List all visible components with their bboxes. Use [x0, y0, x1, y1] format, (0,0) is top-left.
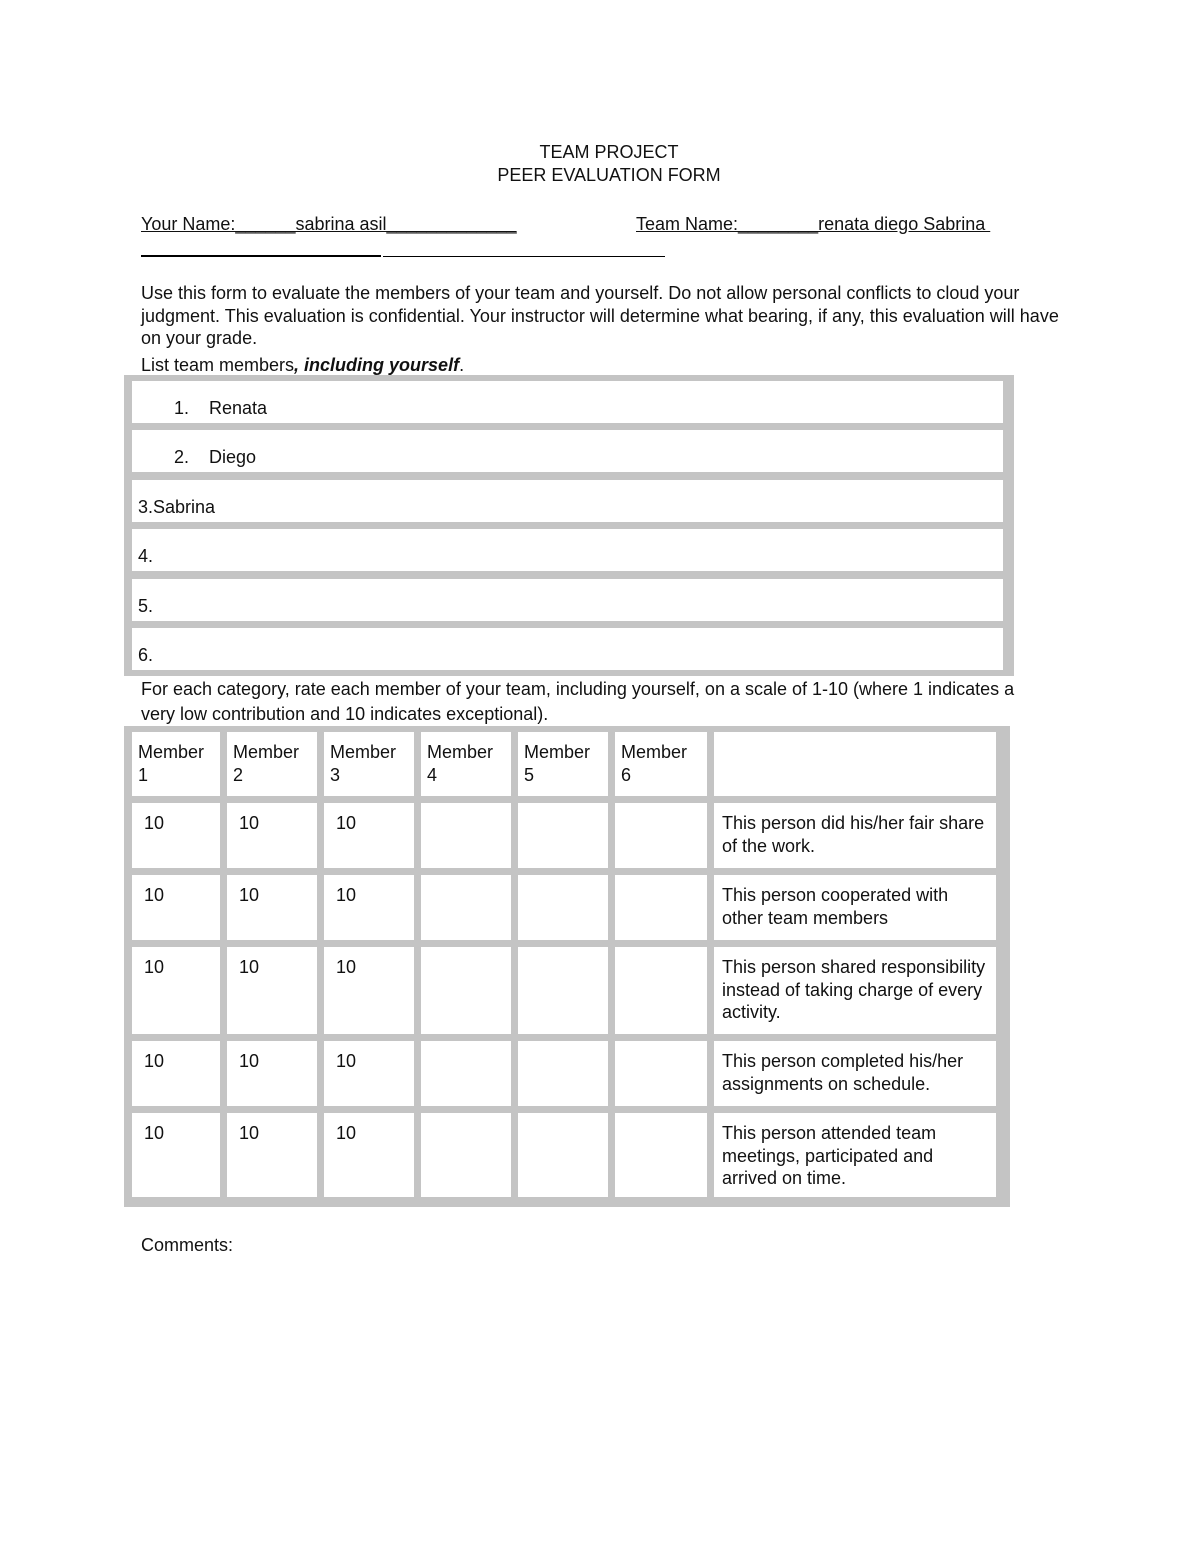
score-cell[interactable] — [518, 875, 608, 940]
score-cell[interactable]: 10 — [227, 803, 317, 868]
member-header: Member 6 — [615, 732, 707, 796]
score-cell[interactable] — [421, 803, 511, 868]
score-cell[interactable]: 10 — [324, 947, 414, 1034]
member-number: 5. — [138, 595, 154, 616]
member-header: Member 4 — [421, 732, 511, 796]
score-cell[interactable]: 10 — [324, 1041, 414, 1106]
form-subtitle: PEER EVALUATION FORM — [497, 165, 721, 185]
member-row[interactable] — [132, 579, 1003, 621]
member-row[interactable] — [132, 480, 1003, 522]
underline-rule — [141, 255, 381, 257]
member-number: 1. — [174, 398, 190, 418]
team-name-field[interactable]: Team Name:________renata diego Sabrina — [636, 214, 991, 234]
member-name[interactable]: Renata — [209, 398, 268, 418]
your-name-field[interactable]: Your Name:______sabrina asil_____________ — [141, 214, 517, 234]
score-cell[interactable]: 10 — [132, 1041, 220, 1106]
member-number: 4. — [138, 546, 154, 567]
rating-instructions: For each category, rate each member of your team, including yourself, on a scale of 1-10 (where 1 indicates a very low contribution and 10 indicates exceptional). — [141, 679, 1015, 724]
score-cell[interactable]: 10 — [227, 947, 317, 1034]
comments-label: Comments: — [141, 1235, 234, 1255]
rating-table — [124, 726, 1010, 1207]
member-row[interactable] — [132, 529, 1003, 571]
score-cell[interactable] — [421, 875, 511, 940]
member-number: 6. — [138, 644, 154, 665]
list-emphasis: , including yourself — [294, 355, 460, 375]
score-cell[interactable] — [615, 803, 707, 868]
list-members-instruction — [141, 354, 1071, 377]
member-header: Member 1 — [132, 732, 220, 796]
criterion-text: This person attended team meetings, participated and arrived on time. — [714, 1113, 996, 1197]
member-header: Member 2 — [227, 732, 317, 796]
score-cell[interactable] — [518, 803, 608, 868]
score-cell[interactable] — [518, 947, 608, 1034]
score-cell[interactable]: 10 — [132, 875, 220, 940]
score-cell[interactable] — [518, 1113, 608, 1197]
score-cell[interactable] — [421, 947, 511, 1034]
score-cell[interactable] — [421, 1041, 511, 1106]
criterion-text: This person completed his/her assignments on schedule. — [714, 1041, 996, 1106]
score-cell[interactable]: 10 — [324, 1113, 414, 1197]
score-cell[interactable] — [615, 947, 707, 1034]
criterion-header — [714, 732, 996, 796]
form-title: TEAM PROJECT — [539, 142, 679, 162]
score-cell[interactable]: 10 — [227, 1113, 317, 1197]
member-name[interactable]: Diego — [209, 447, 257, 468]
list-prefix: List team members — [141, 355, 295, 375]
score-cell[interactable]: 10 — [227, 1041, 317, 1106]
criterion-text: This person shared responsibility instead of taking charge of every activity. — [714, 947, 996, 1034]
score-cell[interactable]: 10 — [132, 947, 220, 1034]
list-suffix: . — [459, 355, 465, 375]
score-cell[interactable] — [615, 1113, 707, 1197]
member-number: 3.Sabrina — [138, 496, 216, 517]
member-number: 2. — [174, 447, 190, 468]
score-cell[interactable]: 10 — [132, 1113, 220, 1197]
underline-rule — [383, 256, 665, 257]
criterion-text: This person did his/her fair share of the work. — [714, 803, 996, 868]
score-cell[interactable]: 10 — [324, 875, 414, 940]
team-members-table — [124, 375, 1014, 676]
member-header: Member 5 — [518, 732, 608, 796]
score-cell[interactable] — [615, 875, 707, 940]
member-row[interactable] — [132, 628, 1003, 670]
rating-grid — [132, 732, 1002, 1199]
member-header: Member 3 — [324, 732, 414, 796]
score-cell[interactable] — [615, 1041, 707, 1106]
score-cell[interactable]: 10 — [324, 803, 414, 868]
score-cell[interactable] — [421, 1113, 511, 1197]
score-cell[interactable]: 10 — [227, 875, 317, 940]
score-cell[interactable]: 10 — [132, 803, 220, 868]
criterion-text: This person cooperated with other team members — [714, 875, 996, 940]
instructions-paragraph: Use this form to evaluate the members of your team and yourself. Do not allow personal conflicts to cloud your judgment. This evaluation is confidential. Your instructor will determine what bearing, if any, this evaluation will have on your grade. — [141, 283, 1059, 348]
score-cell[interactable] — [518, 1041, 608, 1106]
member-row[interactable] — [132, 430, 1003, 472]
member-row[interactable] — [132, 381, 1003, 423]
